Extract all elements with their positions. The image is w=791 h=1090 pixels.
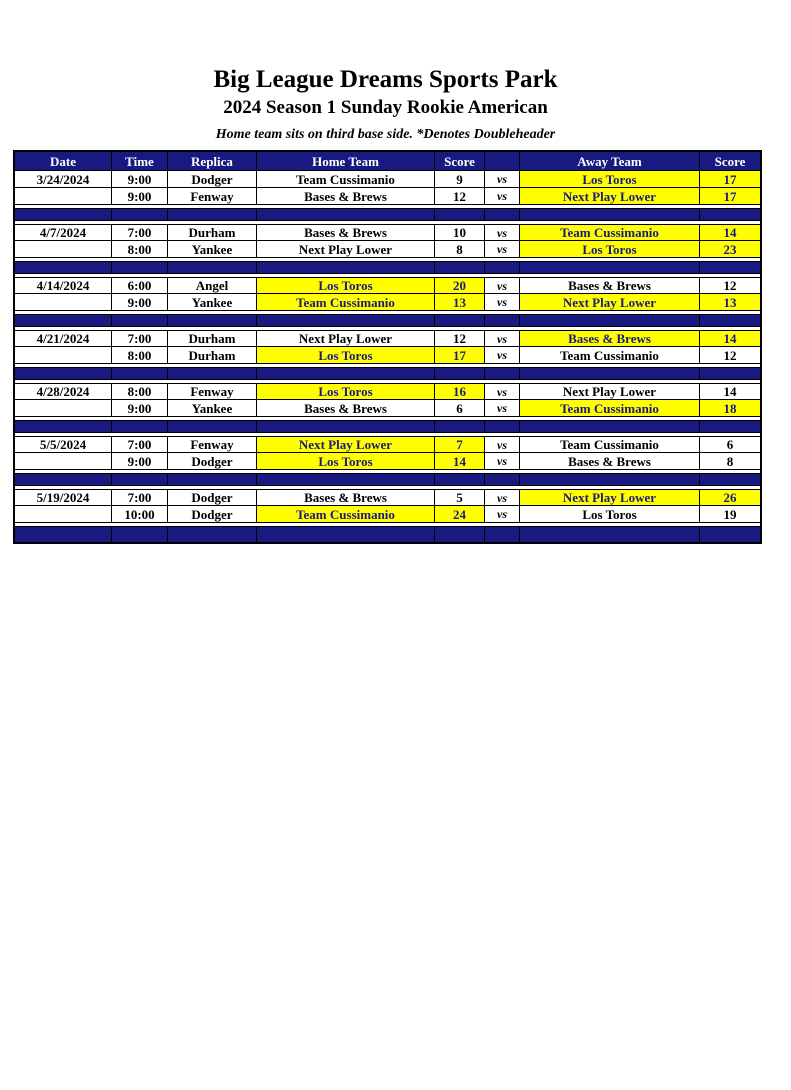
away-team-cell: Team Cussimanio: [520, 437, 700, 452]
date-cell: [15, 400, 112, 416]
schedule-page: [0, 66, 791, 544]
replica-cell: Yankee: [168, 241, 257, 257]
separator-cell: [485, 368, 520, 379]
vs-cell: vs: [485, 506, 520, 522]
away-score-cell: 6: [726, 437, 734, 452]
time-cell: 8:00: [112, 241, 168, 257]
time-cell: 8:00: [112, 384, 168, 399]
replica-cell: Fenway: [168, 437, 257, 452]
separator-cell: [168, 527, 257, 542]
home-score-cell: 6: [435, 400, 485, 416]
away-score-cell: 14: [700, 331, 760, 346]
separator-cell: [168, 315, 257, 326]
game-row: [15, 224, 760, 241]
separator-cell: [112, 421, 168, 432]
away-score-cell: 17: [700, 188, 760, 204]
replica-cell: Angel: [168, 278, 257, 293]
separator-row: [15, 473, 760, 486]
home-score-cell: 12: [435, 331, 485, 346]
separator-cell: [112, 262, 168, 273]
date-cell: [15, 241, 112, 257]
separator-cell: [520, 315, 700, 326]
vs-cell: vs: [485, 347, 520, 363]
away-team-cell: Next Play Lower: [520, 384, 700, 399]
game-row: [15, 277, 760, 294]
game-row: [15, 171, 760, 188]
away-team-cell: Bases & Brews: [520, 331, 700, 346]
game-row: [15, 347, 760, 364]
away-team-cell: Los Toros: [520, 171, 700, 187]
separator-cell: [700, 262, 760, 273]
vs-cell: vs: [485, 294, 520, 310]
date-cell: [15, 347, 112, 363]
game-row: [15, 188, 760, 205]
header-away-score: Score: [714, 153, 746, 169]
home-score-cell: 24: [435, 506, 485, 522]
home-score-cell: 5: [435, 490, 485, 505]
replica-cell: Dodger: [168, 506, 257, 522]
separator-cell: [15, 262, 112, 273]
separator-cell: [15, 474, 112, 485]
time-cell: 10:00: [112, 506, 168, 522]
page-title: Big League Dreams Sports Park: [213, 66, 558, 93]
home-score-cell: 12: [435, 188, 485, 204]
replica-cell: Durham: [168, 331, 257, 346]
home-score-cell: 8: [435, 241, 485, 257]
replica-cell: Fenway: [168, 384, 257, 399]
separator-row: [15, 261, 760, 274]
separator-cell: [15, 209, 112, 220]
separator-cell: [257, 262, 435, 273]
away-team-cell: Los Toros: [520, 241, 700, 257]
home-team-cell: Bases & Brews: [257, 225, 435, 240]
header-away-team: Away Team: [520, 152, 700, 170]
replica-cell: Yankee: [168, 294, 257, 310]
separator-cell: [15, 421, 112, 432]
separator-cell: [700, 527, 760, 542]
date-cell: 3/24/2024: [15, 171, 112, 187]
date-cell: 4/7/2024: [15, 225, 112, 240]
home-team-cell: Next Play Lower: [257, 437, 435, 452]
time-cell: 6:00: [112, 278, 168, 293]
separator-cell: [257, 315, 435, 326]
home-score-cell: 9: [435, 171, 485, 187]
game-row: [15, 400, 760, 417]
vs-cell: vs: [485, 453, 520, 469]
vs-cell: vs: [485, 331, 520, 346]
away-score-cell: 26: [700, 490, 760, 505]
home-team-cell: Team Cussimanio: [257, 506, 435, 522]
date-cell: [15, 188, 112, 204]
separator-cell: [15, 527, 112, 542]
vs-cell: vs: [485, 437, 520, 452]
time-cell: 9:00: [112, 188, 168, 204]
date-cell: 4/28/2024: [15, 384, 112, 399]
home-score-cell: 17: [435, 347, 485, 363]
date-cell: [15, 294, 112, 310]
schedule-table: [13, 150, 762, 544]
home-team-cell: Next Play Lower: [257, 331, 435, 346]
vs-cell: vs: [485, 400, 520, 416]
separator-cell: [112, 315, 168, 326]
header-home-score: Score: [435, 152, 485, 170]
home-score-cell: 10: [435, 225, 485, 240]
separator-cell: [168, 262, 257, 273]
home-team-cell: Los Toros: [257, 347, 435, 363]
separator-cell: [485, 421, 520, 432]
header-time: Time: [112, 152, 168, 170]
time-cell: 9:00: [112, 171, 168, 187]
replica-cell: Fenway: [168, 188, 257, 204]
header-replica: Replica: [168, 152, 257, 170]
separator-cell: [485, 474, 520, 485]
time-cell: 9:00: [112, 453, 168, 469]
away-score-cell: 23: [700, 241, 760, 257]
vs-cell: vs: [485, 188, 520, 204]
time-cell: 9:00: [112, 294, 168, 310]
time-cell: 7:00: [112, 225, 168, 240]
vs-cell: vs: [485, 490, 520, 505]
separator-cell: [485, 315, 520, 326]
away-score-cell: 13: [700, 294, 760, 310]
separator-cell: [168, 209, 257, 220]
header-date: Date: [15, 152, 112, 170]
away-team-cell: Bases & Brews: [520, 453, 700, 469]
game-row: [15, 294, 760, 311]
separator-cell: [257, 474, 435, 485]
away-score-cell: 8: [726, 453, 734, 469]
time-cell: 8:00: [112, 347, 168, 363]
title-block: [13, 66, 758, 143]
game-row: [15, 453, 760, 470]
home-score-cell: 14: [435, 453, 485, 469]
home-team-cell: Los Toros: [257, 384, 435, 399]
separator-cell: [15, 315, 112, 326]
away-score-cell: 19: [723, 506, 737, 522]
separator-cell: [257, 368, 435, 379]
separator-cell: [520, 262, 700, 273]
page-note: Home team sits on third base side. *Denotes Doubleheader: [215, 127, 556, 142]
separator-cell: [435, 421, 485, 432]
separator-cell: [700, 368, 760, 379]
replica-cell: Dodger: [168, 453, 257, 469]
time-cell: 7:00: [112, 437, 168, 452]
separator-cell: [257, 209, 435, 220]
date-cell: [15, 506, 112, 522]
replica-cell: Durham: [168, 225, 257, 240]
replica-cell: Dodger: [168, 490, 257, 505]
game-row: [15, 383, 760, 400]
home-team-cell: Next Play Lower: [257, 241, 435, 257]
separator-cell: [112, 474, 168, 485]
home-score-cell: 13: [435, 294, 485, 310]
separator-cell: [112, 368, 168, 379]
away-score-cell: 17: [700, 171, 760, 187]
date-cell: 5/5/2024: [15, 437, 112, 452]
date-cell: 4/21/2024: [15, 331, 112, 346]
separator-cell: [112, 209, 168, 220]
separator-cell: [15, 368, 112, 379]
home-team-cell: Bases & Brews: [257, 400, 435, 416]
date-cell: 4/14/2024: [15, 278, 112, 293]
away-team-cell: Team Cussimanio: [520, 400, 700, 416]
game-row: [15, 330, 760, 347]
separator-cell: [700, 421, 760, 432]
separator-cell: [520, 527, 700, 542]
home-score-cell: 7: [435, 437, 485, 452]
home-team-cell: Bases & Brews: [257, 188, 435, 204]
replica-cell: Yankee: [168, 400, 257, 416]
away-team-cell: Next Play Lower: [520, 188, 700, 204]
vs-cell: vs: [485, 241, 520, 257]
table-header-row: [15, 152, 760, 171]
header-vs: [485, 152, 520, 170]
vs-cell: vs: [485, 225, 520, 240]
game-row: [15, 506, 760, 523]
separator-cell: [700, 315, 760, 326]
home-team-cell: Los Toros: [257, 278, 435, 293]
away-score-cell: 14: [700, 225, 760, 240]
separator-row: [15, 526, 760, 542]
home-team-cell: Team Cussimanio: [257, 171, 435, 187]
separator-cell: [257, 527, 435, 542]
separator-cell: [485, 209, 520, 220]
vs-cell: vs: [485, 171, 520, 187]
separator-row: [15, 314, 760, 327]
separator-cell: [435, 209, 485, 220]
time-cell: 7:00: [112, 490, 168, 505]
away-team-cell: Team Cussimanio: [520, 347, 700, 363]
separator-cell: [435, 368, 485, 379]
page-subtitle: 2024 Season 1 Sunday Rookie American: [223, 97, 548, 118]
separator-cell: [435, 474, 485, 485]
time-cell: 9:00: [112, 400, 168, 416]
separator-cell: [485, 527, 520, 542]
separator-cell: [435, 527, 485, 542]
separator-cell: [168, 421, 257, 432]
away-score-cell: 12: [723, 278, 737, 293]
separator-cell: [700, 474, 760, 485]
away-team-cell: Los Toros: [520, 506, 700, 522]
date-cell: [15, 453, 112, 469]
header-home-team: Home Team: [257, 152, 435, 170]
separator-cell: [485, 262, 520, 273]
home-team-cell: Los Toros: [257, 453, 435, 469]
separator-row: [15, 367, 760, 380]
game-row: [15, 241, 760, 258]
away-team-cell: Next Play Lower: [520, 490, 700, 505]
separator-row: [15, 208, 760, 221]
replica-cell: Dodger: [168, 171, 257, 187]
home-team-cell: Bases & Brews: [257, 490, 435, 505]
separator-cell: [112, 527, 168, 542]
home-score-cell: 20: [435, 278, 485, 293]
date-cell: 5/19/2024: [15, 490, 112, 505]
time-cell: 7:00: [112, 331, 168, 346]
separator-cell: [520, 209, 700, 220]
separator-cell: [520, 474, 700, 485]
away-score-cell: 18: [700, 400, 760, 416]
vs-cell: vs: [485, 384, 520, 399]
separator-cell: [168, 474, 257, 485]
separator-cell: [435, 315, 485, 326]
separator-cell: [520, 368, 700, 379]
separator-cell: [700, 209, 760, 220]
game-row: [15, 436, 760, 453]
separator-row: [15, 420, 760, 433]
home-score-cell: 16: [435, 384, 485, 399]
separator-cell: [257, 421, 435, 432]
separator-cell: [435, 262, 485, 273]
away-team-cell: Team Cussimanio: [520, 225, 700, 240]
away-score-cell: 14: [723, 384, 737, 399]
game-row: [15, 489, 760, 506]
away-team-cell: Bases & Brews: [520, 278, 700, 293]
separator-cell: [520, 421, 700, 432]
away-team-cell: Next Play Lower: [520, 294, 700, 310]
home-team-cell: Team Cussimanio: [257, 294, 435, 310]
away-score-cell: 12: [723, 347, 737, 363]
vs-cell: vs: [485, 278, 520, 293]
separator-cell: [168, 368, 257, 379]
replica-cell: Durham: [168, 347, 257, 363]
